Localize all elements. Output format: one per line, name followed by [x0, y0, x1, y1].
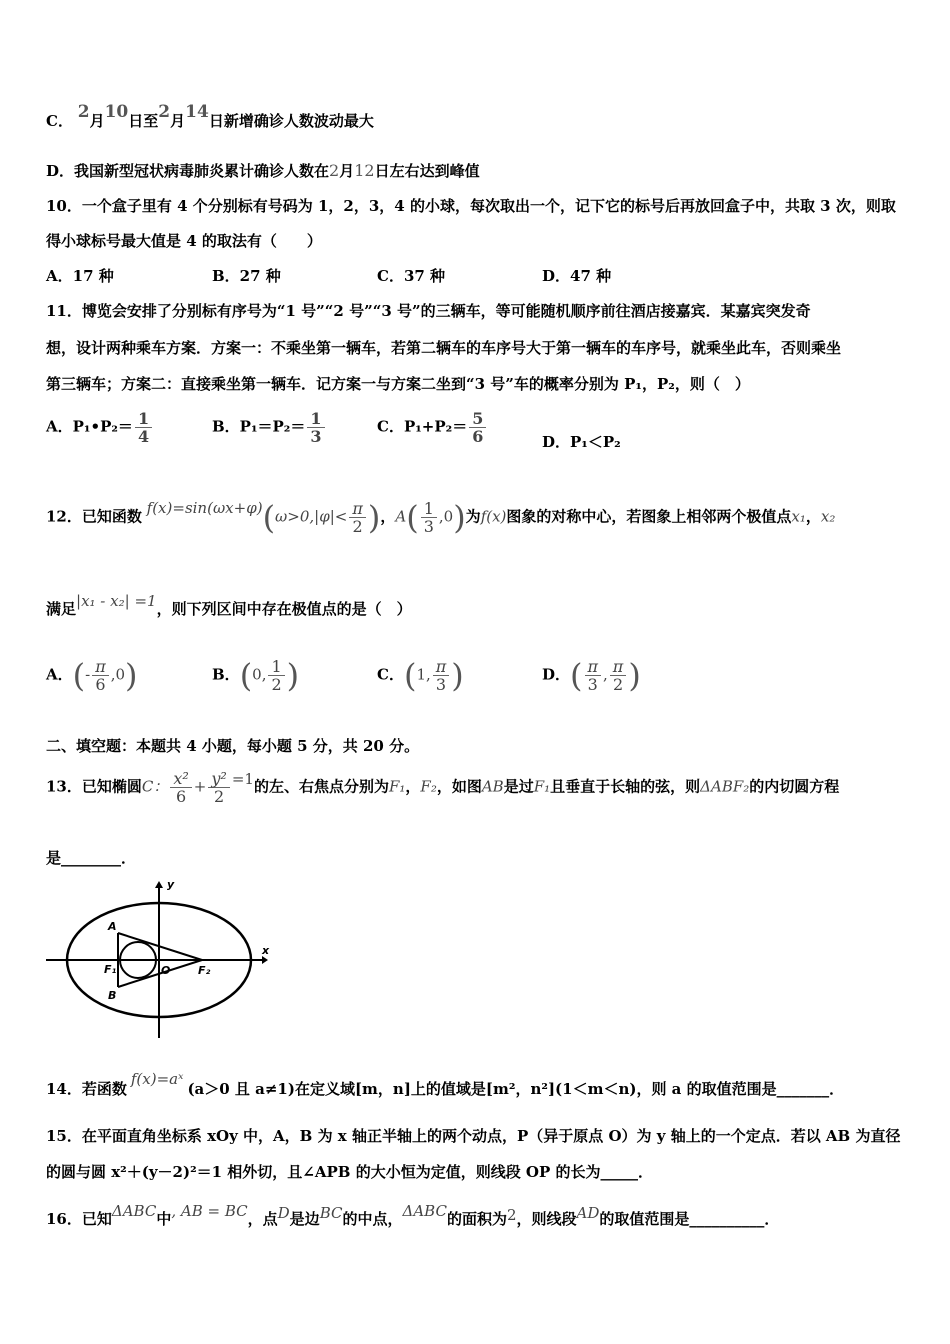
math-condition: ω>0,|φ|<: [275, 507, 348, 526]
numerator: π: [92, 658, 109, 676]
fraction: [135, 410, 152, 445]
q10-option-b: B．27 种: [212, 267, 281, 285]
math-var: ΔABF₂: [700, 777, 750, 796]
option-text: A．P₁•P₂＝: [46, 417, 133, 436]
text: 月: [89, 112, 105, 130]
text: 的取值范围是__________．: [599, 1210, 780, 1228]
y-axis-arrow: [155, 881, 163, 888]
denominator: 6: [95, 675, 106, 694]
fraction: [349, 500, 366, 535]
q15-stem-line2: 的圆与圆 x²＋(y－2)²＝1 相外切，且∠APB 的大小恒为定值，则线段 OP 的长为_____．: [46, 1163, 653, 1181]
q10-stem-line1: 10．一个盒子里有 4 个分别标有号码为 1，2，3，4 的小球，每次取出一个，记下它的标号后再放回盒子中，共取 3 次，则取: [46, 197, 896, 215]
math-number: 2: [77, 102, 90, 122]
math-text: +: [193, 777, 207, 796]
text: 图象的对称中心，若图象上相邻两个极值点: [506, 507, 792, 526]
q12-stem-line2: [46, 592, 412, 620]
option-label: C．: [46, 112, 73, 130]
paren-right: ): [451, 656, 464, 695]
text: ，则线段: [516, 1210, 577, 1228]
denominator: 2: [214, 787, 225, 806]
math-function: f(x): [480, 507, 507, 526]
text: ，如图: [436, 777, 482, 796]
denominator: 2: [352, 517, 363, 536]
paren-right: ): [125, 656, 138, 695]
text: ，: [805, 507, 821, 526]
paren-right: ): [453, 498, 466, 537]
text: ，则下列区间中存在极值点的是（ ）: [156, 600, 412, 618]
text: 且垂直于长轴的弦，则: [550, 777, 701, 796]
q9-option-c: [46, 102, 904, 132]
math-var: x₁: [791, 507, 806, 526]
q10-option-c: C．37 种: [377, 267, 446, 285]
q9-option-d: [46, 160, 904, 182]
math-var: F₂: [420, 777, 437, 796]
text: 日左右达到峰值: [374, 162, 480, 180]
label-y: y: [167, 878, 175, 891]
paren-right: ): [628, 656, 641, 695]
label-b: B: [108, 989, 117, 1002]
paren-right: ): [286, 656, 300, 695]
denominator: 3: [435, 675, 447, 694]
text: 的中点，: [342, 1210, 403, 1228]
fraction: [421, 500, 437, 535]
numerator: π: [585, 658, 602, 676]
numerator: 1: [307, 410, 324, 428]
option-label: C．: [377, 665, 404, 684]
text: 日至: [128, 112, 159, 130]
label-o: O: [161, 964, 171, 977]
q13-stem-line2: 是________．: [46, 849, 137, 867]
text: 月: [170, 112, 186, 130]
text: (a＞0 且 a≠1)在定义域[m，n]上的值域是[m²，n²](1＜m＜n)，则 a 的取值范围是_______．: [187, 1080, 845, 1098]
option-label: D．: [46, 162, 75, 180]
math-var: AD: [576, 1204, 600, 1222]
q12-option-d: [542, 658, 641, 693]
text: 我国新型冠状病毒肺炎累计确诊人数在: [74, 162, 330, 180]
fraction: [585, 658, 602, 693]
math-var: F₁: [533, 777, 551, 796]
text: 月: [339, 162, 355, 180]
math-number: 14: [185, 102, 209, 122]
label-x: x: [262, 944, 270, 957]
q14-stem: [46, 1070, 845, 1100]
denominator: 6: [472, 427, 484, 446]
paren-left: (: [406, 498, 419, 537]
math-expression: , AB = BC: [171, 1202, 248, 1220]
q12-stem-line1: 12．已知函数 f(x)=sin(ωx+φ)(ω>0,|φ|< $\frac{\pi}{2}$ )，A( $\frac{1}{3}$ ,0)为f(x)图象的对称中心，若图象上相邻两个极值点x₁，x₂: [46, 498, 836, 537]
q11-option-d: D．P₁＜P₂: [542, 433, 621, 451]
text: 的左、右焦点分别为: [253, 777, 389, 796]
numerator: y²: [208, 770, 229, 788]
numerator: π: [433, 658, 450, 676]
q11-stem-line2: 想，设计两种乘车方案．方案一：不乘坐第一辆车，若第二辆车的车序号大于第一辆车的车序号，就乘坐此车，否则乘坐: [46, 339, 842, 357]
paren-right: ): [367, 498, 381, 537]
text: 为: [465, 507, 481, 526]
math-number: 2: [158, 102, 171, 122]
text: 满足: [46, 600, 77, 618]
text: 16．已知: [46, 1210, 112, 1228]
fraction: [268, 658, 284, 693]
q12-option-c: [377, 658, 464, 693]
numerator: 1: [268, 658, 284, 676]
numerator: 5: [469, 410, 486, 428]
denominator: 2: [612, 675, 624, 694]
q11-option-b: [212, 410, 327, 445]
math-var: F₁: [388, 777, 406, 796]
math-text: ,: [603, 665, 608, 684]
text: 的内切圆方程: [749, 777, 840, 796]
math-var: D: [277, 1204, 290, 1222]
x-axis-arrow: [262, 956, 268, 964]
text: 是边: [289, 1210, 320, 1228]
paren-left: (: [403, 656, 417, 695]
text: ，: [405, 777, 421, 796]
option-label: A．: [46, 665, 73, 684]
fraction: [208, 770, 229, 805]
numerator: π: [349, 500, 366, 518]
q11-stem-line1: 11．博览会安排了分别标有序号为“1 号”“2 号”“3 号”的三辆车，等可能随机顺序前往酒店接嘉宾．某嘉宾突发奇: [46, 302, 811, 320]
math-var: C：: [141, 777, 169, 796]
math-text: -: [85, 665, 91, 684]
numerator: π: [610, 658, 627, 676]
math-var: BC: [319, 1204, 343, 1222]
q10-option-a: A．17 种: [46, 267, 114, 285]
text: ，点: [247, 1210, 278, 1228]
math-function: f(x)=sin(ωx+φ): [146, 498, 263, 517]
text: 13．已知椭圆: [46, 777, 142, 796]
denominator: 6: [175, 787, 187, 806]
q11-option-c: [377, 410, 488, 445]
fraction: [433, 658, 450, 693]
math-function: f(x)=aˣ: [130, 1070, 184, 1088]
fraction: [610, 658, 627, 693]
q16-stem: [46, 1202, 780, 1230]
numerator: x²: [170, 770, 191, 788]
option-label: D．: [542, 665, 571, 684]
denominator: 2: [271, 675, 282, 694]
q15-stem-line1: 15．在平面直角坐标系 xOy 中，A，B 为 x 轴正半轴上的两个动点，P（异于原点 O）为 y 轴上的一个定点．若以 AB 为直径: [46, 1127, 901, 1145]
label-a: A: [108, 920, 117, 933]
text: 的面积为: [446, 1210, 507, 1228]
numerator: 1: [421, 500, 437, 518]
math-text: =1: [231, 769, 254, 788]
point-label: A: [395, 507, 407, 526]
text: 日新增确诊人数波动最大: [208, 112, 374, 130]
text: 是过: [503, 777, 534, 796]
math-text: 1,: [416, 665, 431, 684]
text: 12．已知函数: [46, 507, 142, 526]
math-number: 2: [329, 161, 340, 180]
math-var: AB: [481, 777, 504, 796]
denominator: 3: [310, 427, 322, 446]
math-var: x₂: [820, 507, 836, 526]
denominator: 3: [423, 517, 434, 536]
fraction: [469, 410, 486, 445]
math-text: 0,: [252, 665, 267, 684]
option-label: B．: [212, 665, 240, 684]
fraction: [307, 410, 324, 445]
q12-option-a: [46, 658, 138, 693]
math-number: 2: [506, 1206, 517, 1224]
text: 中: [156, 1210, 172, 1228]
q11-option-a: [46, 410, 154, 445]
math-text: ,0: [438, 507, 454, 526]
math-var: ΔABC: [402, 1202, 447, 1220]
paren-left: (: [262, 498, 276, 537]
math-var: ΔABC: [111, 1202, 157, 1220]
ellipse-figure: [46, 878, 276, 1043]
denominator: 4: [137, 427, 150, 446]
paren-left: (: [72, 656, 86, 695]
paren-left: (: [570, 656, 583, 695]
fraction: [170, 770, 191, 805]
q12-option-b: [212, 658, 299, 693]
text: 14．若函数: [46, 1080, 127, 1098]
label-f2: F₂: [198, 964, 211, 977]
paren-left: (: [239, 656, 253, 695]
section-heading-fill-in: 二、填空题：本题共 4 小题，每小题 5 分，共 20 分。: [46, 737, 420, 755]
label-f1: F₁: [104, 963, 117, 976]
q10-stem-line2: 得小球标号最大值是 4 的取法有（ ）: [46, 232, 322, 250]
q10-option-d: D．47 种: [542, 267, 612, 285]
option-text: B．P₁＝P₂＝: [212, 417, 306, 436]
math-expression: |x₁ - x₂| =1: [76, 592, 157, 610]
math-number: 12: [354, 161, 375, 180]
numerator: 1: [135, 410, 152, 428]
denominator: 3: [587, 675, 598, 694]
math-number: 10: [104, 102, 129, 122]
fraction: [92, 658, 109, 693]
math-text: ,0: [110, 665, 126, 684]
q11-stem-line3: 第三辆车；方案二：直接乘坐第一辆车．记方案一与方案二坐到“3 号”车的概率分别为 P₁，P₂，则（ ）: [46, 375, 750, 393]
option-text: C．P₁+P₂＝: [377, 417, 468, 436]
q13-stem-line1: [46, 770, 839, 805]
